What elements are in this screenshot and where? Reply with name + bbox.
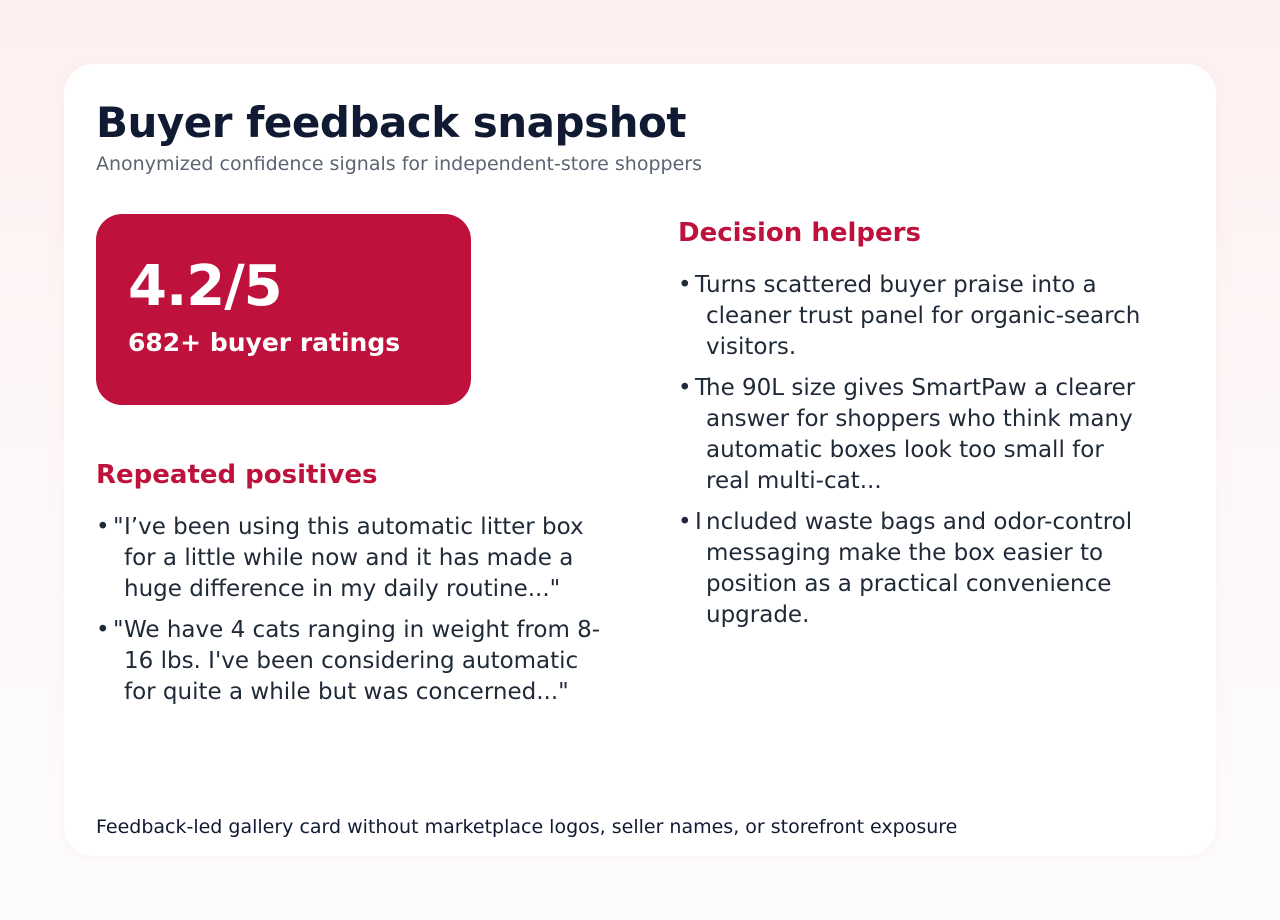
helpers-heading: Decision helpers — [678, 218, 921, 248]
bullet-icon: • — [678, 272, 692, 298]
list-item — [96, 615, 616, 708]
page-subtitle: Anonymized confidence signals for independent-store shoppers — [96, 153, 702, 175]
list-item-text: I’ve been using this automatic litter box for a little while now and it has made a huge difference in my daily routine..." — [124, 514, 584, 602]
list-item-lead: " — [113, 514, 124, 540]
bullet-icon: • — [96, 514, 110, 540]
list-item — [678, 373, 1148, 497]
list-item-lead: I — [695, 509, 702, 535]
rating-score: 4.2/5 — [128, 254, 282, 319]
bullet-icon: • — [678, 509, 692, 535]
list-item-lead: " — [113, 617, 124, 643]
list-item — [96, 512, 616, 605]
list-item-text: We have 4 cats ranging in weight from 8-16 lbs. I've been considering automatic for quite a while but was concerned..." — [124, 617, 601, 705]
page-title: Buyer feedback snapshot — [96, 98, 686, 147]
list-item — [678, 270, 1148, 363]
positives-heading: Repeated positives — [96, 460, 378, 490]
rating-count: 682+ buyer ratings — [128, 328, 401, 357]
list-item-lead: T — [695, 272, 710, 298]
list-item-text: urns scattered buyer praise into a cleaner trust panel for organic-search visitors. — [706, 272, 1141, 360]
rating-summary-box — [96, 214, 471, 405]
helpers-list — [678, 270, 1148, 641]
footer-note: Feedback-led gallery card without marketplace logos, seller names, or storefront exposure — [96, 816, 958, 838]
bullet-icon: • — [678, 375, 692, 401]
list-item-text: ncluded waste bags and odor-control messaging make the box easier to position as a practical convenience upgrade. — [706, 509, 1133, 628]
positives-list — [96, 512, 616, 718]
list-item-lead: T — [695, 375, 710, 401]
list-item-text: he 90L size gives SmartPaw a clearer answer for shoppers who think many automatic boxes look too small for real multi-cat... — [706, 375, 1136, 494]
list-item — [678, 507, 1148, 631]
bullet-icon: • — [96, 617, 110, 643]
feedback-card — [64, 64, 1216, 856]
